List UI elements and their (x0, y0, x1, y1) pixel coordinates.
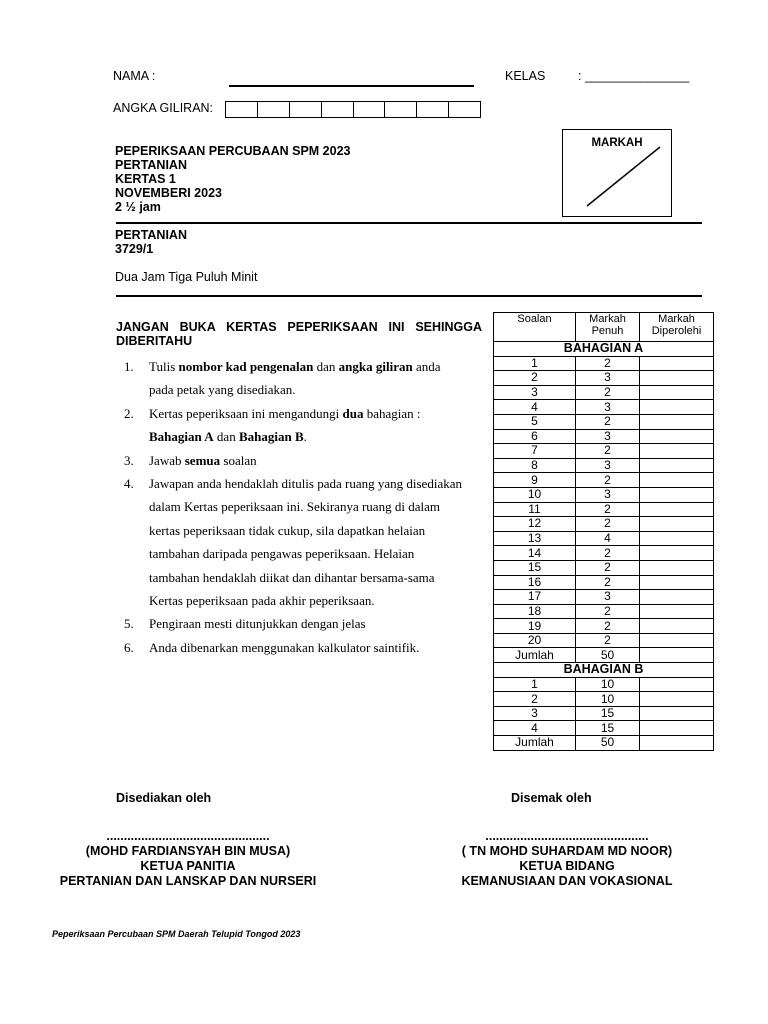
angka-giliran-cell[interactable] (354, 102, 386, 117)
markah-slash (563, 130, 671, 216)
section-row (494, 663, 714, 678)
instruction-text (149, 636, 419, 659)
footer-text: Peperiksaan Percubaan SPM Daerah Telupid Tongod 2023 (52, 929, 301, 939)
full-mark-cell: 2 (576, 633, 640, 648)
signer-unit: PERTANIAN DAN LANSKAP DAN NURSERI (59, 874, 317, 888)
section-row (494, 342, 714, 357)
instruction-text-part: soalan (220, 452, 257, 468)
angka-giliran-cell[interactable] (226, 102, 258, 117)
nama-label: NAMA : (113, 69, 156, 83)
instruction-text-part: Pengiraan mesti ditunjukkan dengan jelas (149, 616, 366, 632)
subject-block (115, 228, 187, 256)
kelas-label: KELAS (505, 69, 546, 83)
question-cell: 13 (494, 531, 576, 546)
signature-line: ............................................... (485, 829, 649, 843)
instruction-text-part: Jawab (149, 452, 185, 468)
question-cell: 2 (494, 371, 576, 386)
nama-field[interactable] (229, 85, 474, 87)
instruction-bold-text: semua (184, 452, 221, 468)
table-row (494, 590, 714, 605)
full-mark-cell: 2 (576, 560, 640, 575)
instruction-bold-text: dua (342, 405, 364, 421)
full-mark-cell: 10 (576, 692, 640, 707)
checked-label: Disemak oleh (511, 791, 592, 805)
full-mark-cell: 2 (576, 473, 640, 488)
obtained-mark-cell[interactable] (640, 677, 714, 692)
instruction-text-part: Tulis (149, 359, 179, 374)
question-cell: 4 (494, 721, 576, 736)
obtained-mark-cell[interactable] (640, 721, 714, 736)
full-mark-cell: 2 (576, 356, 640, 371)
table-row (494, 706, 714, 721)
instruction-text (149, 612, 366, 635)
signer-role: KETUA PANITIA (140, 859, 236, 873)
question-cell: 5 (494, 414, 576, 429)
obtained-mark-cell[interactable] (640, 502, 714, 517)
obtained-mark-cell[interactable] (640, 487, 714, 502)
obtained-mark-cell[interactable] (640, 648, 714, 663)
obtained-mark-cell[interactable] (640, 414, 714, 429)
obtained-mark-cell[interactable] (640, 546, 714, 561)
table-row (494, 531, 714, 546)
full-mark-cell: 2 (576, 502, 640, 517)
question-cell: 14 (494, 546, 576, 561)
obtained-mark-cell[interactable] (640, 736, 714, 751)
table-header-row (494, 313, 714, 342)
signer-unit: KEMANUSIAAN DAN VOKASIONAL (461, 874, 673, 888)
instruction-text-part: dan (313, 359, 339, 374)
instruction-number: 5. (124, 616, 134, 632)
table-row (494, 414, 714, 429)
warning-text: JANGAN BUKA KERTAS PEPERIKSAAN INI SEHINGGA DIBERITAHU (116, 320, 482, 348)
instruction-bold-text: Bahagian B (238, 429, 304, 445)
table-row (494, 619, 714, 634)
question-cell: 12 (494, 517, 576, 532)
obtained-mark-cell[interactable] (640, 575, 714, 590)
question-cell: 20 (494, 633, 576, 648)
instruction-item (124, 402, 464, 449)
obtained-mark-cell[interactable] (640, 444, 714, 459)
table-row (494, 692, 714, 707)
table-row (494, 604, 714, 619)
exam-month: NOVEMBERI 2023 (115, 186, 222, 200)
table-row (494, 458, 714, 473)
full-mark-cell: 3 (576, 487, 640, 502)
question-cell: Jumlah (494, 736, 576, 751)
full-mark-cell: 10 (576, 677, 640, 692)
exam-title: PEPERIKSAAN PERCUBAAN SPM 2023 (115, 144, 351, 158)
instruction-number: 1. (124, 359, 134, 374)
question-cell: 19 (494, 619, 576, 634)
table-row (494, 560, 714, 575)
obtained-mark-cell[interactable] (640, 531, 714, 546)
question-cell: Jumlah (494, 648, 576, 663)
exam-info (115, 144, 350, 214)
angka-giliran-cell[interactable] (385, 102, 417, 117)
instruction-bold-text: Bahagian A (149, 429, 214, 445)
section-heading: BAHAGIAN B (494, 663, 714, 678)
instruction-text (149, 355, 464, 402)
marks-table (493, 312, 714, 751)
instruction-text-part: Jawapan anda hendaklah ditulis pada ruang yang disediakan dalam Kertas peperiksaan ini. Sekiranya ruang di dalam kertas peperiksaan tidak cukup, sila dapatkan helaian tambahan daripada pengawas peperiksaan. Helaian tambahan hendaklah diikat dan dihantar bersama-sama Kertas peperiksaan pada akhir peperiksaan. (149, 476, 462, 609)
table-row (494, 444, 714, 459)
obtained-mark-cell[interactable] (640, 590, 714, 605)
full-mark-cell: 2 (576, 619, 640, 634)
question-cell: 1 (494, 356, 576, 371)
markah-box (562, 129, 672, 217)
full-mark-cell: 2 (576, 385, 640, 400)
kelas-field[interactable]: : _______________ (578, 69, 690, 83)
markah-label: MARKAH (591, 137, 643, 149)
angka-giliran-label: ANGKA GILIRAN: (113, 101, 214, 115)
table-row (494, 721, 714, 736)
angka-giliran-cell[interactable] (417, 102, 449, 117)
angka-giliran-cell[interactable] (449, 102, 480, 117)
full-mark-cell: 2 (576, 575, 640, 590)
table-row (494, 487, 714, 502)
question-cell: 18 (494, 604, 576, 619)
full-mark-cell: 50 (576, 736, 640, 751)
full-mark-cell: 3 (576, 400, 640, 415)
total-row (494, 648, 714, 663)
full-mark-cell: 50 (576, 648, 640, 663)
table-row (494, 677, 714, 692)
signer-role: KETUA BIDANG (519, 859, 615, 873)
signature-right (425, 829, 709, 889)
instruction-item (124, 472, 464, 612)
table-row (494, 633, 714, 648)
question-cell: 4 (494, 400, 576, 415)
signer-name: ( TN MOHD SUHARDAM MD NOOR) (461, 844, 673, 858)
obtained-mark-cell[interactable] (640, 604, 714, 619)
header-markah-diperolehi: Markah Diperolehi (640, 313, 714, 342)
instruction-item (124, 355, 464, 402)
section-heading: BAHAGIAN A (494, 342, 714, 357)
full-mark-cell: 2 (576, 604, 640, 619)
table-row (494, 371, 714, 386)
question-cell: 1 (494, 677, 576, 692)
table-row (494, 356, 714, 371)
table-row (494, 575, 714, 590)
angka-giliran-cell[interactable] (258, 102, 290, 117)
obtained-mark-cell[interactable] (640, 706, 714, 721)
angka-giliran-cell[interactable] (322, 102, 354, 117)
question-cell: 8 (494, 458, 576, 473)
header-soalan: Soalan (494, 313, 576, 342)
signer-name: (MOHD FARDIANSYAH BIN MUSA) (85, 844, 291, 858)
prepared-label: Disediakan oleh (116, 791, 212, 805)
total-row (494, 736, 714, 751)
obtained-mark-cell[interactable] (640, 400, 714, 415)
obtained-mark-cell[interactable] (640, 429, 714, 444)
instructions-list (124, 355, 464, 659)
instruction-number: 3. (124, 452, 134, 468)
question-cell: 3 (494, 706, 576, 721)
question-cell: 6 (494, 429, 576, 444)
divider-line (116, 295, 702, 297)
instruction-item (124, 612, 464, 635)
question-cell: 3 (494, 385, 576, 400)
obtained-mark-cell[interactable] (640, 385, 714, 400)
instruction-text-part: dan (213, 429, 239, 445)
instruction-item (124, 449, 464, 472)
instruction-text (149, 449, 257, 472)
table-row (494, 502, 714, 517)
header-markah-penuh: Markah Penuh (576, 313, 640, 342)
full-mark-cell: 4 (576, 531, 640, 546)
exam-paper: KERTAS 1 (115, 172, 176, 186)
obtained-mark-cell[interactable] (640, 619, 714, 634)
full-mark-cell: 2 (576, 546, 640, 561)
instruction-text (149, 472, 464, 612)
full-mark-cell: 2 (576, 414, 640, 429)
exam-subject: PERTANIAN (115, 158, 187, 172)
full-mark-cell: 2 (576, 517, 640, 532)
obtained-mark-cell[interactable] (640, 371, 714, 386)
obtained-mark-cell[interactable] (640, 560, 714, 575)
instruction-text-part: anda pada petak yang disediakan. (149, 359, 441, 398)
full-mark-cell: 3 (576, 429, 640, 444)
instruction-bold-text: nombor kad pengenalan (178, 359, 314, 374)
instruction-text-part: Kertas peperiksaan ini mengandungi (149, 405, 343, 421)
instruction-number: 2. (124, 405, 134, 421)
duration-text: Dua Jam Tiga Puluh Minit (115, 270, 258, 284)
question-cell: 15 (494, 560, 576, 575)
question-cell: 7 (494, 444, 576, 459)
instruction-number: 4. (124, 476, 134, 492)
table-row (494, 473, 714, 488)
full-mark-cell: 3 (576, 590, 640, 605)
instruction-text (149, 402, 464, 449)
full-mark-cell: 3 (576, 371, 640, 386)
obtained-mark-cell[interactable] (640, 517, 714, 532)
question-cell: 9 (494, 473, 576, 488)
question-cell: 16 (494, 575, 576, 590)
full-mark-cell: 15 (576, 706, 640, 721)
table-row (494, 517, 714, 532)
question-cell: 2 (494, 692, 576, 707)
table-row (494, 385, 714, 400)
obtained-mark-cell[interactable] (640, 473, 714, 488)
question-cell: 17 (494, 590, 576, 605)
full-mark-cell: 15 (576, 721, 640, 736)
obtained-mark-cell[interactable] (640, 356, 714, 371)
instruction-bold-text: angka giliran (338, 359, 413, 374)
full-mark-cell: 2 (576, 444, 640, 459)
question-cell: 10 (494, 487, 576, 502)
signature-left (40, 829, 336, 889)
instruction-item (124, 636, 464, 659)
table-row (494, 546, 714, 561)
exam-duration: 2 ½ jam (115, 200, 161, 214)
signature-line: ............................................... (106, 829, 270, 843)
subject-code: 3729/1 (115, 242, 154, 256)
table-row (494, 429, 714, 444)
divider-line (116, 222, 702, 224)
obtained-mark-cell[interactable] (640, 458, 714, 473)
instruction-number: 6. (124, 639, 134, 655)
instruction-text-part: bahagian : (363, 405, 421, 421)
instruction-text-part: Anda dibenarkan menggunakan kalkulator saintifik. (149, 639, 420, 655)
table-row (494, 400, 714, 415)
full-mark-cell: 3 (576, 458, 640, 473)
angka-giliran-boxes[interactable] (225, 101, 481, 118)
obtained-mark-cell[interactable] (640, 692, 714, 707)
angka-giliran-cell[interactable] (290, 102, 322, 117)
obtained-mark-cell[interactable] (640, 633, 714, 648)
instruction-text-part: . (303, 429, 307, 445)
question-cell: 11 (494, 502, 576, 517)
subject-name: PERTANIAN (115, 228, 187, 242)
